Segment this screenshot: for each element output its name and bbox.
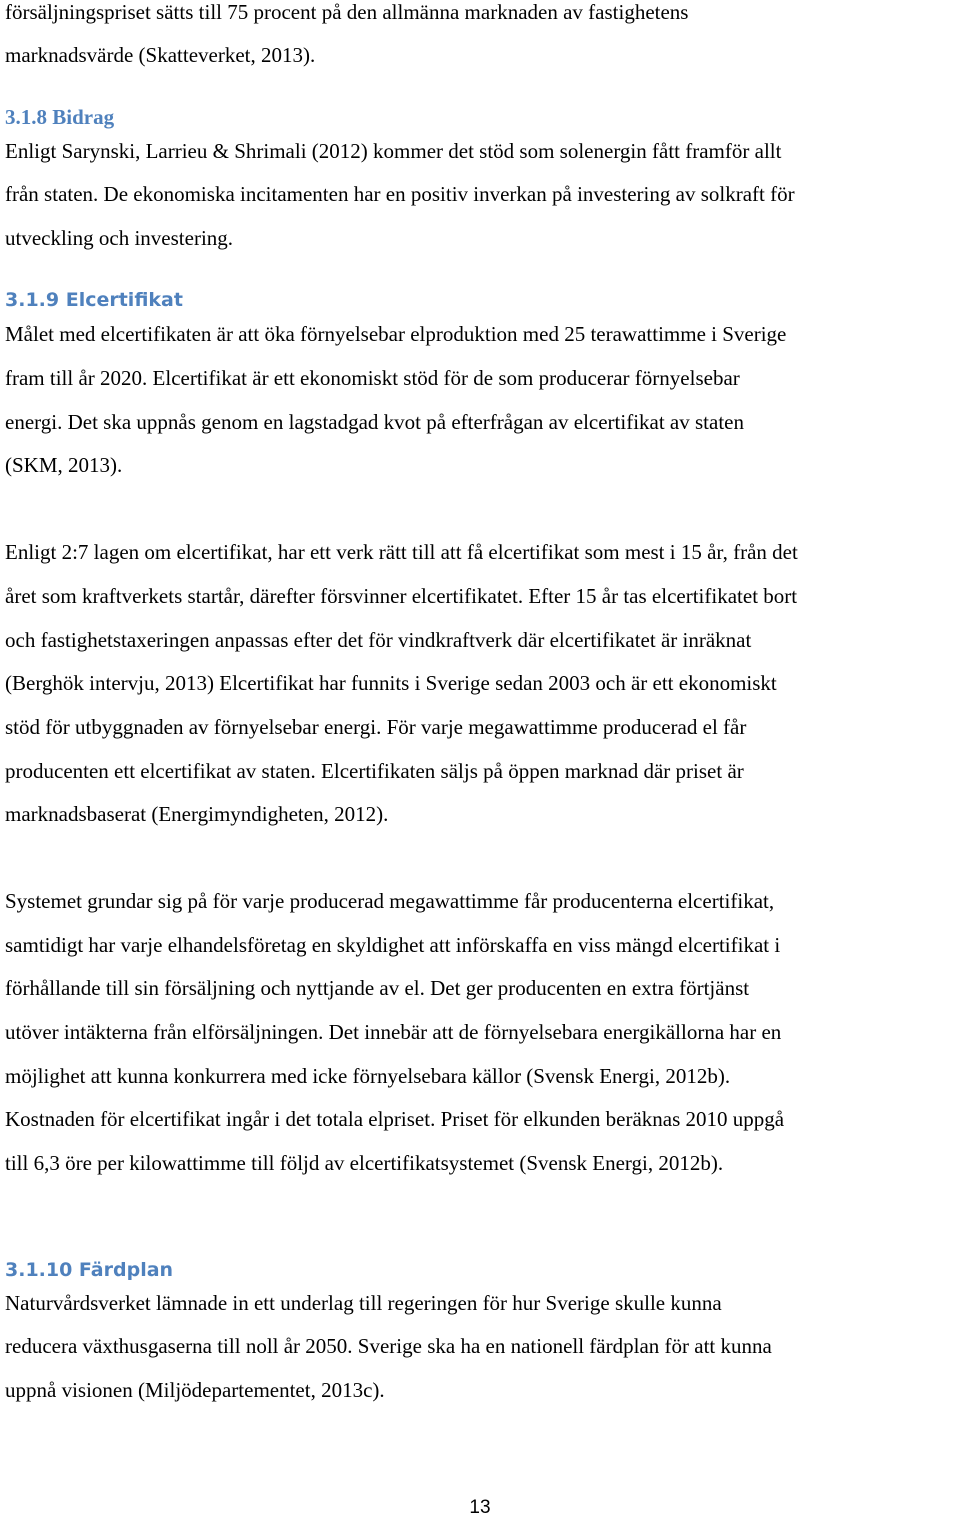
fardplan-line-1: Naturvårdsverket lämnade in ett underlag till regeringen för hur Sverige skulle kunna [5, 1291, 722, 1315]
lagen-line-2: året som kraftverkets startår, därefter försvinner elcertifikatet. Efter 15 år tas elcertifikatet bort [5, 584, 798, 608]
lagen-line-3: och fastighetstaxeringen anpassas efter det för vindkraftverk där elcertifikatet är inräknat [5, 628, 752, 652]
lagen-line-5: stöd för utbyggnaden av förnyelsebar energi. För varje megawattimme producerad el får [5, 715, 747, 739]
bidrag-line-1: Enligt Sarynski, Larrieu & Shrimali (2012) kommer det stöd som solenergin fått framför allt [5, 139, 782, 163]
fardplan-line-2: reducera växthusgaserna till noll år 2050. Sverige ska ha en nationell färdplan för att kunna [5, 1334, 772, 1358]
bidrag-line-3: utveckling och investering. [5, 226, 234, 250]
lagen-line-1: Enligt 2:7 lagen om elcertifikat, har ett verk rätt till att få elcertifikat som mest i 15 år, från det [5, 540, 798, 564]
intro-line-1: försäljningspriset sätts till 75 procent på den allmänna marknaden av fastighetens [5, 0, 689, 24]
lagen-line-4: (Berghök intervju, 2013) Elcertifikat har funnits i Sverige sedan 2003 och är ett ekonomiskt [5, 671, 777, 695]
systemet-line-3: förhållande till sin försäljning och nyttjande av el. Det ger producenten en extra förtjänst [5, 976, 750, 1000]
intro-line-2: marknadsvärde (Skatteverket, 2013). [5, 43, 316, 67]
systemet-line-5: möjlighet att kunna konkurrera med icke förnyelsebara källor (Svensk Energi, 2012b). [5, 1064, 731, 1088]
systemet-line-1: Systemet grundar sig på för varje producerad megawattimme får producenterna elcertifikat, [5, 889, 775, 913]
systemet-line-4: utöver intäkterna från elförsäljningen. Det innebär att de förnyelsebara energikällorna har en [5, 1020, 782, 1044]
heading-elcertifikat: 3.1.9 Elcertifikat [5, 289, 183, 311]
elcertifikat-line-3: energi. Det ska uppnås genom en lagstadgad kvot på efterfrågan av elcertifikat av staten [5, 410, 744, 434]
systemet-line-7: till 6,3 öre per kilowattimme till följd av elcertifikatsystemet (Svensk Energi, 2012b). [5, 1151, 724, 1175]
elcertifikat-line-4: (SKM, 2013). [5, 453, 123, 477]
bidrag-line-2: från staten. De ekonomiska incitamenten har en positiv inverkan på investering av solkraft för [5, 182, 795, 206]
page-number: 13 [469, 1497, 491, 1518]
lagen-line-7: marknadsbaserat (Energimyndigheten, 2012). [5, 802, 389, 826]
elcertifikat-line-1: Målet med elcertifikaten är att öka förnyelsebar elproduktion med 25 terawattimme i Sverige [5, 322, 787, 346]
heading-bidrag: 3.1.8 Bidrag [5, 105, 115, 129]
heading-fardplan: 3.1.10 Färdplan [5, 1259, 174, 1281]
lagen-line-6: producenten ett elcertifikat av staten. Elcertifikaten säljs på öppen marknad där priset är [5, 759, 744, 783]
fardplan-line-3: uppnå visionen (Miljödepartementet, 2013c). [5, 1378, 385, 1402]
elcertifikat-line-2: fram till år 2020. Elcertifikat är ett ekonomiskt stöd för de som producerar förnyelsebar [5, 366, 740, 390]
systemet-line-6: Kostnaden för elcertifikat ingår i det totala elpriset. Priset för elkunden beräknas 2010 uppgå [5, 1107, 785, 1131]
systemet-line-2: samtidigt har varje elhandelsföretag en skyldighet att införskaffa en viss mängd elcertifikat i [5, 933, 781, 957]
